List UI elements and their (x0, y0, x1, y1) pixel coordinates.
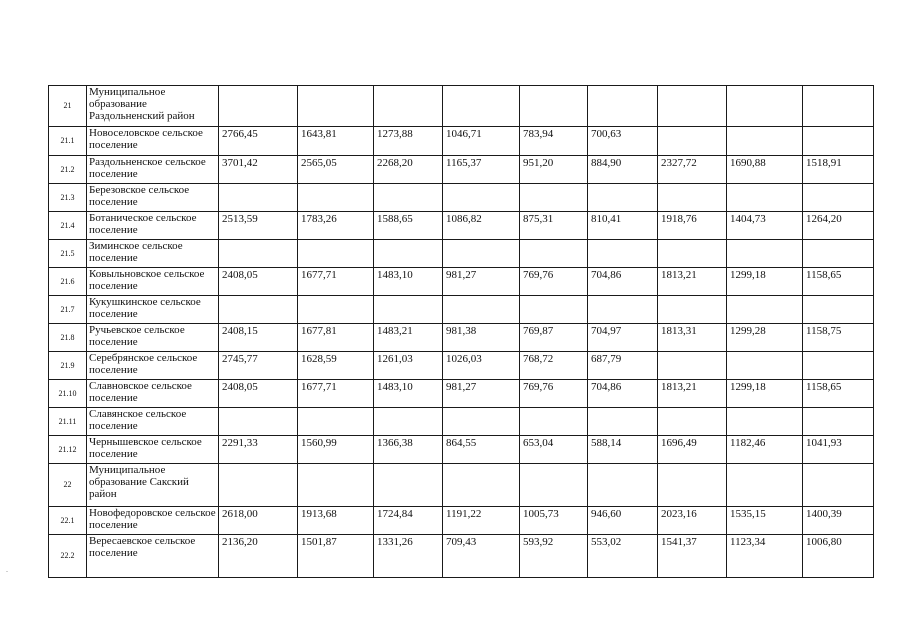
value-cell-5: 768,72 (520, 352, 588, 380)
value-cell-7 (658, 296, 727, 324)
settlement-name-cell: Ручьевское сельское поселение (87, 324, 219, 352)
table-row (49, 184, 874, 212)
row-number-cell: 21.2 (49, 156, 87, 184)
value-cell-9 (803, 240, 874, 268)
value-cell-1 (219, 86, 298, 127)
value-cell-6 (588, 240, 658, 268)
value-cell-8: 1690,88 (727, 156, 803, 184)
value-cell-3 (374, 464, 443, 507)
value-cell-6 (588, 86, 658, 127)
settlement-name-cell: Славновское сельское поселение (87, 380, 219, 408)
value-cell-7 (658, 352, 727, 380)
row-number-cell: 22 (49, 464, 87, 507)
value-cell-4: 981,38 (443, 324, 520, 352)
value-cell-1 (219, 408, 298, 436)
value-cell-5: 951,20 (520, 156, 588, 184)
value-cell-1: 2291,33 (219, 436, 298, 464)
value-cell-2 (298, 296, 374, 324)
value-cell-9: 1158,65 (803, 380, 874, 408)
value-cell-9: 1158,65 (803, 268, 874, 296)
value-cell-5 (520, 464, 588, 507)
value-cell-2: 1501,87 (298, 535, 374, 578)
value-cell-9: 1264,20 (803, 212, 874, 240)
row-number-cell: 21.4 (49, 212, 87, 240)
value-cell-4 (443, 464, 520, 507)
table-row (49, 296, 874, 324)
value-cell-1: 2513,59 (219, 212, 298, 240)
value-cell-4: 709,43 (443, 535, 520, 578)
value-cell-5: 769,76 (520, 380, 588, 408)
value-cell-9 (803, 296, 874, 324)
value-cell-6: 687,79 (588, 352, 658, 380)
value-cell-5: 1005,73 (520, 507, 588, 535)
row-number-cell: 21.8 (49, 324, 87, 352)
settlement-name-cell: Зиминское сельское поселение (87, 240, 219, 268)
value-cell-9: 1158,75 (803, 324, 874, 352)
table-row (49, 535, 874, 578)
table-row (49, 240, 874, 268)
value-cell-2: 1560,99 (298, 436, 374, 464)
value-cell-3: 1273,88 (374, 127, 443, 156)
value-cell-8: 1299,18 (727, 268, 803, 296)
row-number-cell: 21.9 (49, 352, 87, 380)
value-cell-7: 1541,37 (658, 535, 727, 578)
settlement-name-cell: Раздольненское сельское поселение (87, 156, 219, 184)
value-cell-4 (443, 408, 520, 436)
value-cell-5 (520, 296, 588, 324)
value-cell-3: 1366,38 (374, 436, 443, 464)
row-number-cell: 21.6 (49, 268, 87, 296)
value-cell-8: 1299,18 (727, 380, 803, 408)
value-cell-2 (298, 184, 374, 212)
table-row (49, 212, 874, 240)
value-cell-4 (443, 184, 520, 212)
value-cell-3: 1724,84 (374, 507, 443, 535)
value-cell-4 (443, 86, 520, 127)
table-row (49, 507, 874, 535)
value-cell-8 (727, 184, 803, 212)
value-cell-1: 2745,77 (219, 352, 298, 380)
table-row (49, 127, 874, 156)
value-cell-2: 1677,71 (298, 268, 374, 296)
value-cell-1: 2408,05 (219, 380, 298, 408)
value-cell-2: 1783,26 (298, 212, 374, 240)
value-cell-3: 1261,03 (374, 352, 443, 380)
table-row (49, 324, 874, 352)
row-number-cell: 22.2 (49, 535, 87, 578)
value-cell-9: 1518,91 (803, 156, 874, 184)
value-cell-6: 704,86 (588, 380, 658, 408)
value-cell-9 (803, 184, 874, 212)
table-row (49, 408, 874, 436)
row-number-cell: 21 (49, 86, 87, 127)
settlement-name-cell: Ковыльновское сельское поселение (87, 268, 219, 296)
value-cell-6: 884,90 (588, 156, 658, 184)
row-number-cell: 21.10 (49, 380, 87, 408)
margin-mark: . (6, 565, 8, 574)
value-cell-1 (219, 296, 298, 324)
value-cell-9 (803, 352, 874, 380)
value-cell-2 (298, 408, 374, 436)
value-cell-6: 588,14 (588, 436, 658, 464)
settlement-name-cell: Новоселовское сельское поселение (87, 127, 219, 156)
value-cell-5: 875,31 (520, 212, 588, 240)
value-cell-3: 2268,20 (374, 156, 443, 184)
settlement-name-cell: Ботаническое сельское поселение (87, 212, 219, 240)
value-cell-9: 1400,39 (803, 507, 874, 535)
value-cell-7 (658, 127, 727, 156)
value-cell-8 (727, 86, 803, 127)
table-row (49, 380, 874, 408)
settlement-name-cell: Вересаевское сельское поселение (87, 535, 219, 578)
value-cell-1: 2408,05 (219, 268, 298, 296)
value-cell-2: 1628,59 (298, 352, 374, 380)
value-cell-6 (588, 464, 658, 507)
value-cell-4: 864,55 (443, 436, 520, 464)
settlement-name-cell: Чернышевское сельское поселение (87, 436, 219, 464)
value-cell-6: 810,41 (588, 212, 658, 240)
value-cell-3: 1483,10 (374, 268, 443, 296)
value-cell-1 (219, 184, 298, 212)
value-cell-4 (443, 240, 520, 268)
settlement-name-cell: Муниципальное образование Сакский район (87, 464, 219, 507)
value-cell-2: 2565,05 (298, 156, 374, 184)
tariff-table (48, 85, 874, 578)
value-cell-1: 2408,15 (219, 324, 298, 352)
value-cell-6: 553,02 (588, 535, 658, 578)
value-cell-6: 946,60 (588, 507, 658, 535)
value-cell-8: 1299,28 (727, 324, 803, 352)
value-cell-9: 1006,80 (803, 535, 874, 578)
value-cell-7 (658, 408, 727, 436)
value-cell-4: 1191,22 (443, 507, 520, 535)
value-cell-3: 1483,21 (374, 324, 443, 352)
row-number-cell: 21.12 (49, 436, 87, 464)
value-cell-1 (219, 240, 298, 268)
row-number-cell: 22.1 (49, 507, 87, 535)
settlement-name-cell: Серебрянское сельское поселение (87, 352, 219, 380)
value-cell-4: 981,27 (443, 268, 520, 296)
settlement-name-cell: Муниципальное образование Раздольненский район (87, 86, 219, 127)
value-cell-9 (803, 408, 874, 436)
value-cell-7 (658, 86, 727, 127)
value-cell-2 (298, 240, 374, 268)
table-row (49, 268, 874, 296)
value-cell-5: 593,92 (520, 535, 588, 578)
value-cell-2: 1643,81 (298, 127, 374, 156)
table-row (49, 352, 874, 380)
table-row (49, 464, 874, 507)
row-number-cell: 21.7 (49, 296, 87, 324)
value-cell-1: 2136,20 (219, 535, 298, 578)
value-cell-7: 2327,72 (658, 156, 727, 184)
value-cell-7: 1813,31 (658, 324, 727, 352)
settlement-name-cell: Кукушкинское сельское поселение (87, 296, 219, 324)
value-cell-2: 1913,68 (298, 507, 374, 535)
value-cell-2: 1677,71 (298, 380, 374, 408)
value-cell-8 (727, 464, 803, 507)
value-cell-6: 704,97 (588, 324, 658, 352)
table-row (49, 436, 874, 464)
value-cell-5: 769,76 (520, 268, 588, 296)
value-cell-4: 981,27 (443, 380, 520, 408)
value-cell-3 (374, 184, 443, 212)
value-cell-3: 1588,65 (374, 212, 443, 240)
value-cell-5 (520, 184, 588, 212)
value-cell-8 (727, 352, 803, 380)
value-cell-1: 3701,42 (219, 156, 298, 184)
value-cell-5 (520, 240, 588, 268)
value-cell-3 (374, 86, 443, 127)
value-cell-8 (727, 240, 803, 268)
value-cell-7 (658, 184, 727, 212)
value-cell-7: 1918,76 (658, 212, 727, 240)
settlement-name-cell: Березовское сельское поселение (87, 184, 219, 212)
value-cell-2 (298, 86, 374, 127)
value-cell-1: 2618,00 (219, 507, 298, 535)
value-cell-9 (803, 127, 874, 156)
table-body (49, 86, 874, 578)
value-cell-5: 783,94 (520, 127, 588, 156)
value-cell-6 (588, 184, 658, 212)
table-row (49, 86, 874, 127)
value-cell-5: 769,87 (520, 324, 588, 352)
value-cell-4: 1165,37 (443, 156, 520, 184)
value-cell-1 (219, 464, 298, 507)
settlement-name-cell: Славянское сельское поселение (87, 408, 219, 436)
row-number-cell: 21.1 (49, 127, 87, 156)
value-cell-3 (374, 296, 443, 324)
table-row (49, 156, 874, 184)
value-cell-5: 653,04 (520, 436, 588, 464)
value-cell-4: 1046,71 (443, 127, 520, 156)
value-cell-9: 1041,93 (803, 436, 874, 464)
value-cell-6 (588, 296, 658, 324)
value-cell-6: 700,63 (588, 127, 658, 156)
value-cell-7: 1696,49 (658, 436, 727, 464)
value-cell-6: 704,86 (588, 268, 658, 296)
value-cell-8: 1123,34 (727, 535, 803, 578)
value-cell-5 (520, 408, 588, 436)
value-cell-8: 1535,15 (727, 507, 803, 535)
value-cell-7: 2023,16 (658, 507, 727, 535)
row-number-cell: 21.11 (49, 408, 87, 436)
value-cell-7: 1813,21 (658, 268, 727, 296)
value-cell-8 (727, 408, 803, 436)
value-cell-4: 1086,82 (443, 212, 520, 240)
row-number-cell: 21.5 (49, 240, 87, 268)
value-cell-2 (298, 464, 374, 507)
value-cell-7: 1813,21 (658, 380, 727, 408)
value-cell-5 (520, 86, 588, 127)
value-cell-1: 2766,45 (219, 127, 298, 156)
value-cell-7 (658, 240, 727, 268)
value-cell-8: 1404,73 (727, 212, 803, 240)
value-cell-7 (658, 464, 727, 507)
value-cell-8 (727, 127, 803, 156)
value-cell-8 (727, 296, 803, 324)
value-cell-3 (374, 240, 443, 268)
value-cell-4 (443, 296, 520, 324)
value-cell-4: 1026,03 (443, 352, 520, 380)
value-cell-6 (588, 408, 658, 436)
value-cell-9 (803, 86, 874, 127)
settlement-name-cell: Новофедоровское сельское поселение (87, 507, 219, 535)
value-cell-8: 1182,46 (727, 436, 803, 464)
value-cell-3: 1483,10 (374, 380, 443, 408)
value-cell-3: 1331,26 (374, 535, 443, 578)
row-number-cell: 21.3 (49, 184, 87, 212)
value-cell-3 (374, 408, 443, 436)
value-cell-2: 1677,81 (298, 324, 374, 352)
value-cell-9 (803, 464, 874, 507)
